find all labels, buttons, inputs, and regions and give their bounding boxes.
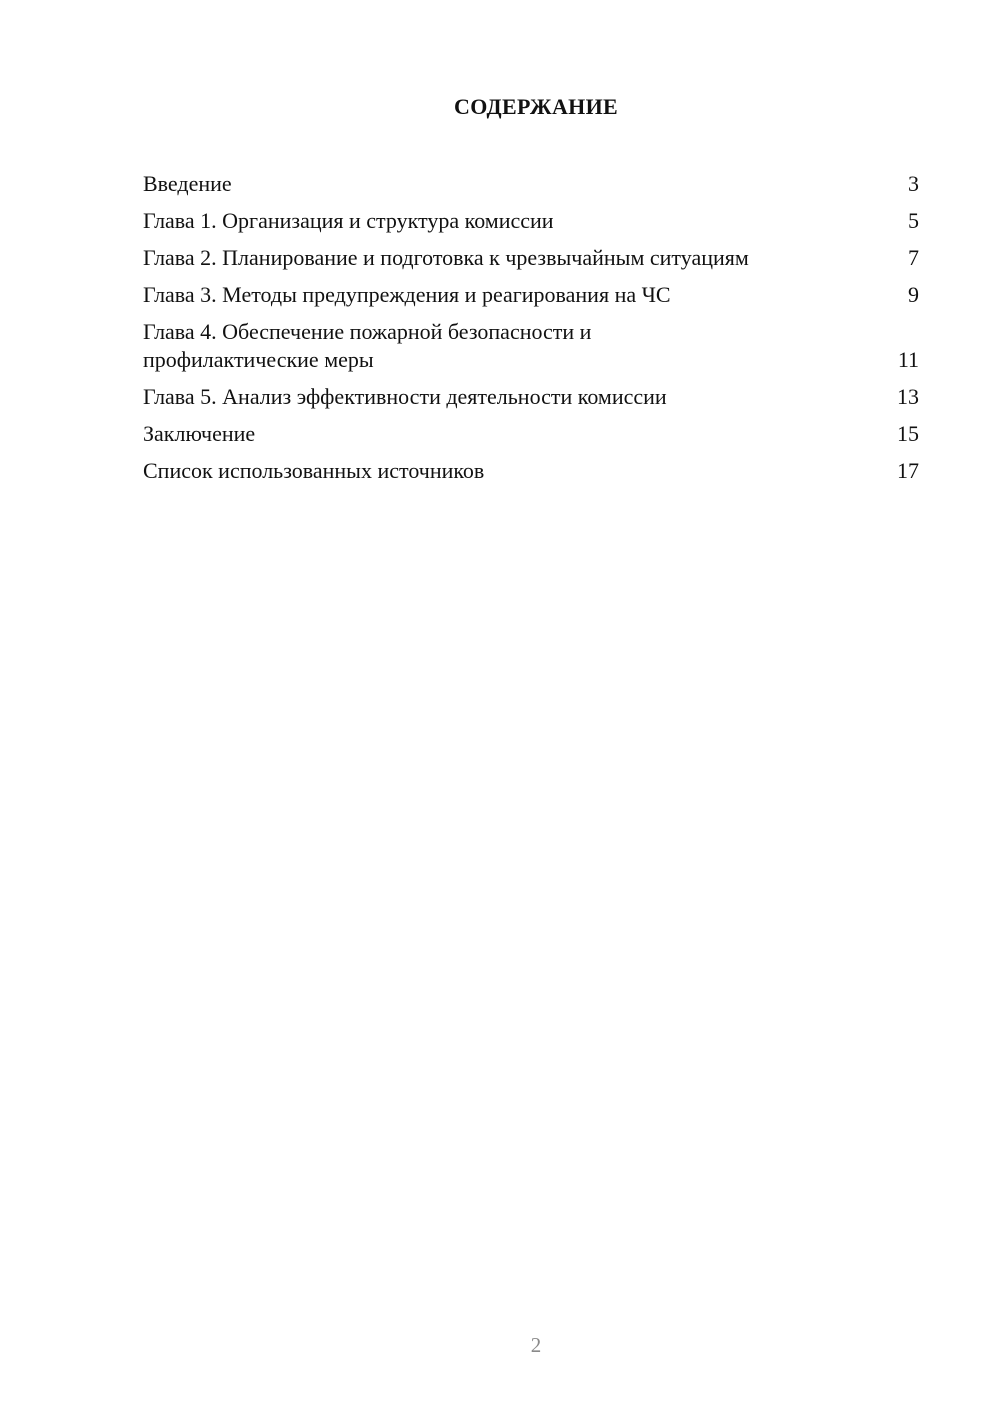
toc-entry-page: 11 <box>897 347 919 372</box>
toc-heading: СОДЕРЖАНИЕ <box>454 94 618 119</box>
toc-entry-title: Глава 2. Планирование и подготовка к чрезвычайным ситуациям <box>143 245 749 270</box>
toc-entry <box>143 318 919 374</box>
toc-entry <box>143 457 919 485</box>
toc-entry <box>143 383 919 411</box>
toc-entry <box>143 207 919 235</box>
toc-entry-title: Список использованных источников <box>143 458 485 483</box>
toc-entry <box>143 281 919 309</box>
toc-entry-page: 5 <box>908 208 919 233</box>
toc-entry-title: Глава 5. Анализ эффективности деятельности комиссии <box>143 384 667 409</box>
toc-entry <box>143 170 919 198</box>
toc-entry-page: 13 <box>897 384 919 409</box>
toc-entry-page: 9 <box>908 282 919 307</box>
toc-entry-title: Заключение <box>143 421 256 446</box>
page-number: 2 <box>530 1333 542 1357</box>
toc-entry-title: Введение <box>143 171 232 196</box>
toc-entry-page: 3 <box>908 171 919 196</box>
toc-entry-title: Глава 3. Методы предупреждения и реагирования на ЧС <box>143 282 671 307</box>
toc-entry-title: Глава 1. Организация и структура комиссии <box>143 208 554 233</box>
toc-entry <box>143 244 919 272</box>
toc-list <box>143 170 919 494</box>
toc-entry-page: 15 <box>897 421 919 446</box>
toc-entry-page: 17 <box>897 458 919 483</box>
toc-entry <box>143 420 919 448</box>
toc-entry-title: Глава 4. Обеспечение пожарной безопасности и профилактические меры <box>143 319 592 372</box>
toc-entry-page: 7 <box>908 245 919 270</box>
